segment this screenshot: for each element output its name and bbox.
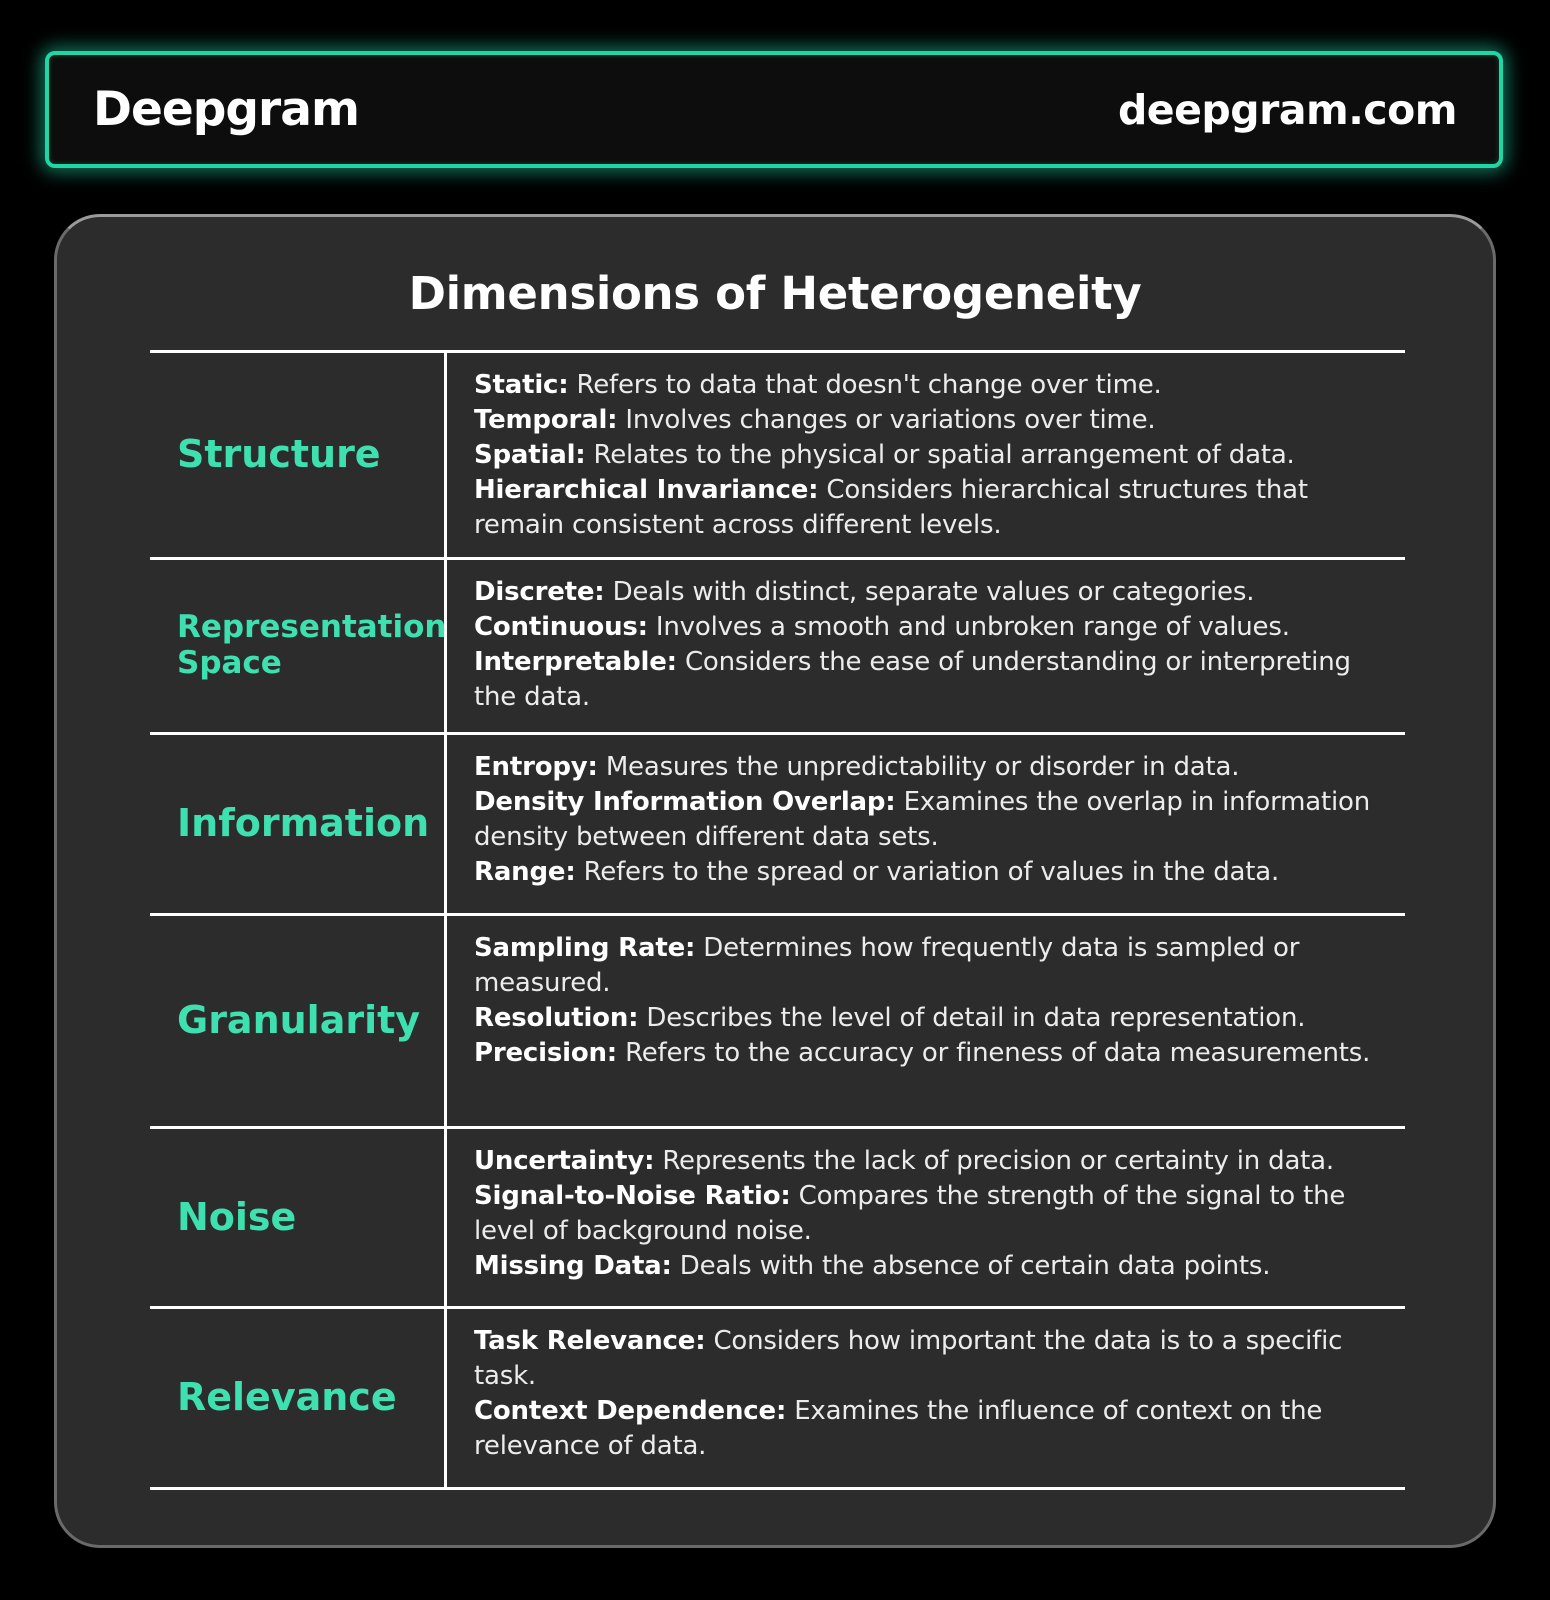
list-item [474,750,1397,785]
page-title: Dimensions of Heterogeneity [408,267,1142,320]
term: Uncertainty: [474,1146,655,1176]
deepgram-logo[interactable]: Deepgram [93,82,359,137]
definition: Compares the strength of the signal to the level of background noise. [474,1181,1346,1246]
table-row [150,560,1405,735]
row-description [447,353,1405,557]
term: Density Information Overlap: [474,787,896,817]
term: Temporal: [474,405,618,435]
list-item [474,575,1397,610]
term: Discrete: [474,577,605,607]
definition: Measures the unpredictability or disorder in data. [597,752,1240,782]
row-description [447,560,1405,732]
list-item [474,1394,1397,1464]
table-row [150,916,1405,1129]
term: Static: [474,370,569,400]
definition: Determines how frequently data is sampled or measured. [474,933,1300,998]
list-item [474,403,1397,438]
list-item [474,1249,1397,1284]
row-description [447,735,1405,913]
definition: Examines the overlap in information density between different data sets. [474,787,1371,852]
definition: Considers hierarchical structures that remain consistent across different levels. [474,475,1308,540]
list-item [474,1324,1397,1394]
list-item [474,1144,1397,1179]
definition: Considers how important the data is to a specific task. [474,1326,1343,1391]
definition: Relates to the physical or spatial arrangement of data. [585,440,1295,470]
table-row [150,1309,1405,1490]
term: Spatial: [474,440,586,470]
definition: Refers to the spread or variation of values in the data. [575,857,1280,887]
table-row [150,1129,1405,1309]
row-description [447,916,1405,1126]
list-item [474,473,1397,543]
definition: Examines the influence of context on the relevance of data. [474,1396,1323,1461]
list-item [474,368,1397,403]
definition: Represents the lack of precision or certainty in data. [654,1146,1334,1176]
list-item [474,645,1397,715]
term: Hierarchical Invariance: [474,475,819,505]
term: Resolution: [474,1003,639,1033]
definition: Refers to the accuracy or fineness of data measurements. [617,1038,1371,1068]
term: Context Dependence: [474,1396,787,1426]
row-label: Information [150,735,447,913]
definition: Involves changes or variations over time. [617,405,1156,435]
term: Missing Data: [474,1251,672,1281]
list-item [474,1001,1397,1036]
row-label: Noise [150,1129,447,1306]
term: Interpretable: [474,647,677,677]
content-card [54,214,1496,1548]
definition: Deals with the absence of certain data points. [671,1251,1271,1281]
table-row [150,353,1405,560]
list-item [474,1179,1397,1249]
definition: Considers the ease of understanding or interpreting the data. [474,647,1351,712]
term: Task Relevance: [474,1326,706,1356]
row-label: Structure [150,353,447,557]
site-url[interactable]: deepgram.com [1117,85,1457,134]
definition: Refers to data that doesn't change over time. [568,370,1162,400]
term: Signal-to-Noise Ratio: [474,1181,791,1211]
row-description [447,1309,1405,1487]
header-banner [45,51,1503,168]
list-item [474,785,1397,855]
term: Precision: [474,1038,617,1068]
list-item [474,610,1397,645]
row-label: Granularity [150,916,447,1126]
term: Entropy: [474,752,598,782]
definition: Describes the level of detail in data representation. [638,1003,1306,1033]
row-label: Representation Space [150,560,447,732]
list-item [474,931,1397,1001]
list-item [474,438,1397,473]
dimensions-table [150,350,1405,1490]
row-label: Relevance [150,1309,447,1487]
table-row [150,735,1405,916]
list-item [474,1036,1397,1071]
definition: Deals with distinct, separate values or categories. [604,577,1255,607]
term: Sampling Rate: [474,933,696,963]
list-item [474,855,1397,890]
row-description [447,1129,1405,1306]
term: Range: [474,857,576,887]
definition: Involves a smooth and unbroken range of values. [647,612,1290,642]
term: Continuous: [474,612,648,642]
